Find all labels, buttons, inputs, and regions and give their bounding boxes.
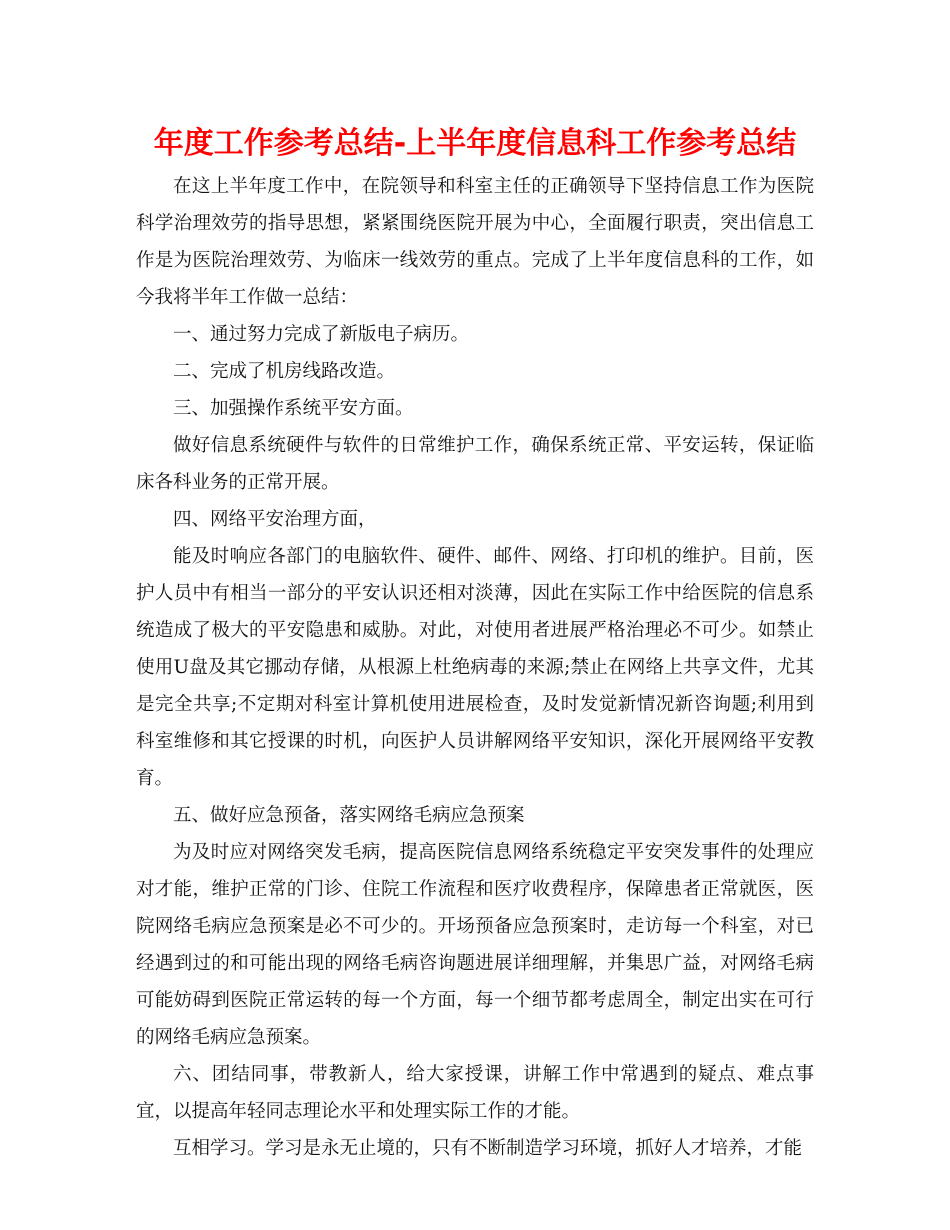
paragraph-item-1: 一、通过努力完成了新版电子病历。 bbox=[173, 324, 470, 345]
paragraph-item-5: 五、做好应急预备，落实网络毛病应急预案 bbox=[173, 805, 525, 826]
paragraph-item-5-detail: 为及时应对网络突发毛病，提高医院信息网络系统稳定平安突发事件的处理应对才能，维护正常的门诊、住院工作流程和医疗收费程序，保障患者正常就医，医院网络毛病应急预案是必不可少的。开场预备应急预案时，走访每一个科室，对已经遇到过的和可能出现的网络毛病咨询题进展详细理解，并集思广益，对网络毛病可能妨碍到医院正常运转的每一个方面，每一个细节都考虑周全，制定出实在可行的网络毛病应急预案。 bbox=[136, 842, 814, 1048]
paragraph-item-2: 二、完成了机房线路改造。 bbox=[173, 361, 396, 382]
paragraph-item-3-detail: 做好信息系统硬件与软件的日常维护工作，确保系统正常、平安运转，保证临床各科业务的正常开展。 bbox=[136, 435, 814, 493]
paragraph-item-4-detail: 能及时响应各部门的电脑软件、硬件、邮件、网络、打印机的维护。目前，医护人员中有相当一部分的平安认识还相对淡薄，因此在实际工作中给医院的信息系统造成了极大的平安隐患和威胁。对此，对使用者进展严格治理必不可少。如禁止使用U盘及其它挪动存储，从根源上杜绝病毒的来源;禁止在网络上共享文件，尤其是完全共享;不定期对科室计算机使用进展检查，及时发觉新情况新咨询题;利用到科室维修和其它授课的时机，向医护人员讲解网络平安知识，深化开展网络平安教育。 bbox=[136, 546, 814, 789]
document-body bbox=[136, 168, 814, 1167]
document-title: 年度工作参考总结-上半年度信息科工作参考总结 bbox=[153, 126, 797, 161]
paragraph-item-3: 三、加强操作系统平安方面。 bbox=[173, 398, 414, 419]
paragraph-item-6: 六、团结同事，带教新人，给大家授课，讲解工作中常遇到的疑点、难点事宜，以提高年轻同志理论水平和处理实际工作的才能。 bbox=[136, 1064, 814, 1122]
paragraph-intro: 在这上半年度工作中，在院领导和科室主任的正确领导下坚持信息工作为医院科学治理效劳的指导思想，紧紧围绕医院开展为中心，全面履行职责，突出信息工作是为医院治理效劳、为临床一线效劳的重点。完成了上半年度信息科的工作，如今我将半年工作做一总结： bbox=[136, 176, 814, 308]
paragraph-item-4: 四、网络平安治理方面， bbox=[173, 509, 377, 530]
paragraph-learning: 互相学习。学习是永无止境的，只有不断制造学习环境，抓好人才培养，才能 bbox=[173, 1138, 803, 1159]
